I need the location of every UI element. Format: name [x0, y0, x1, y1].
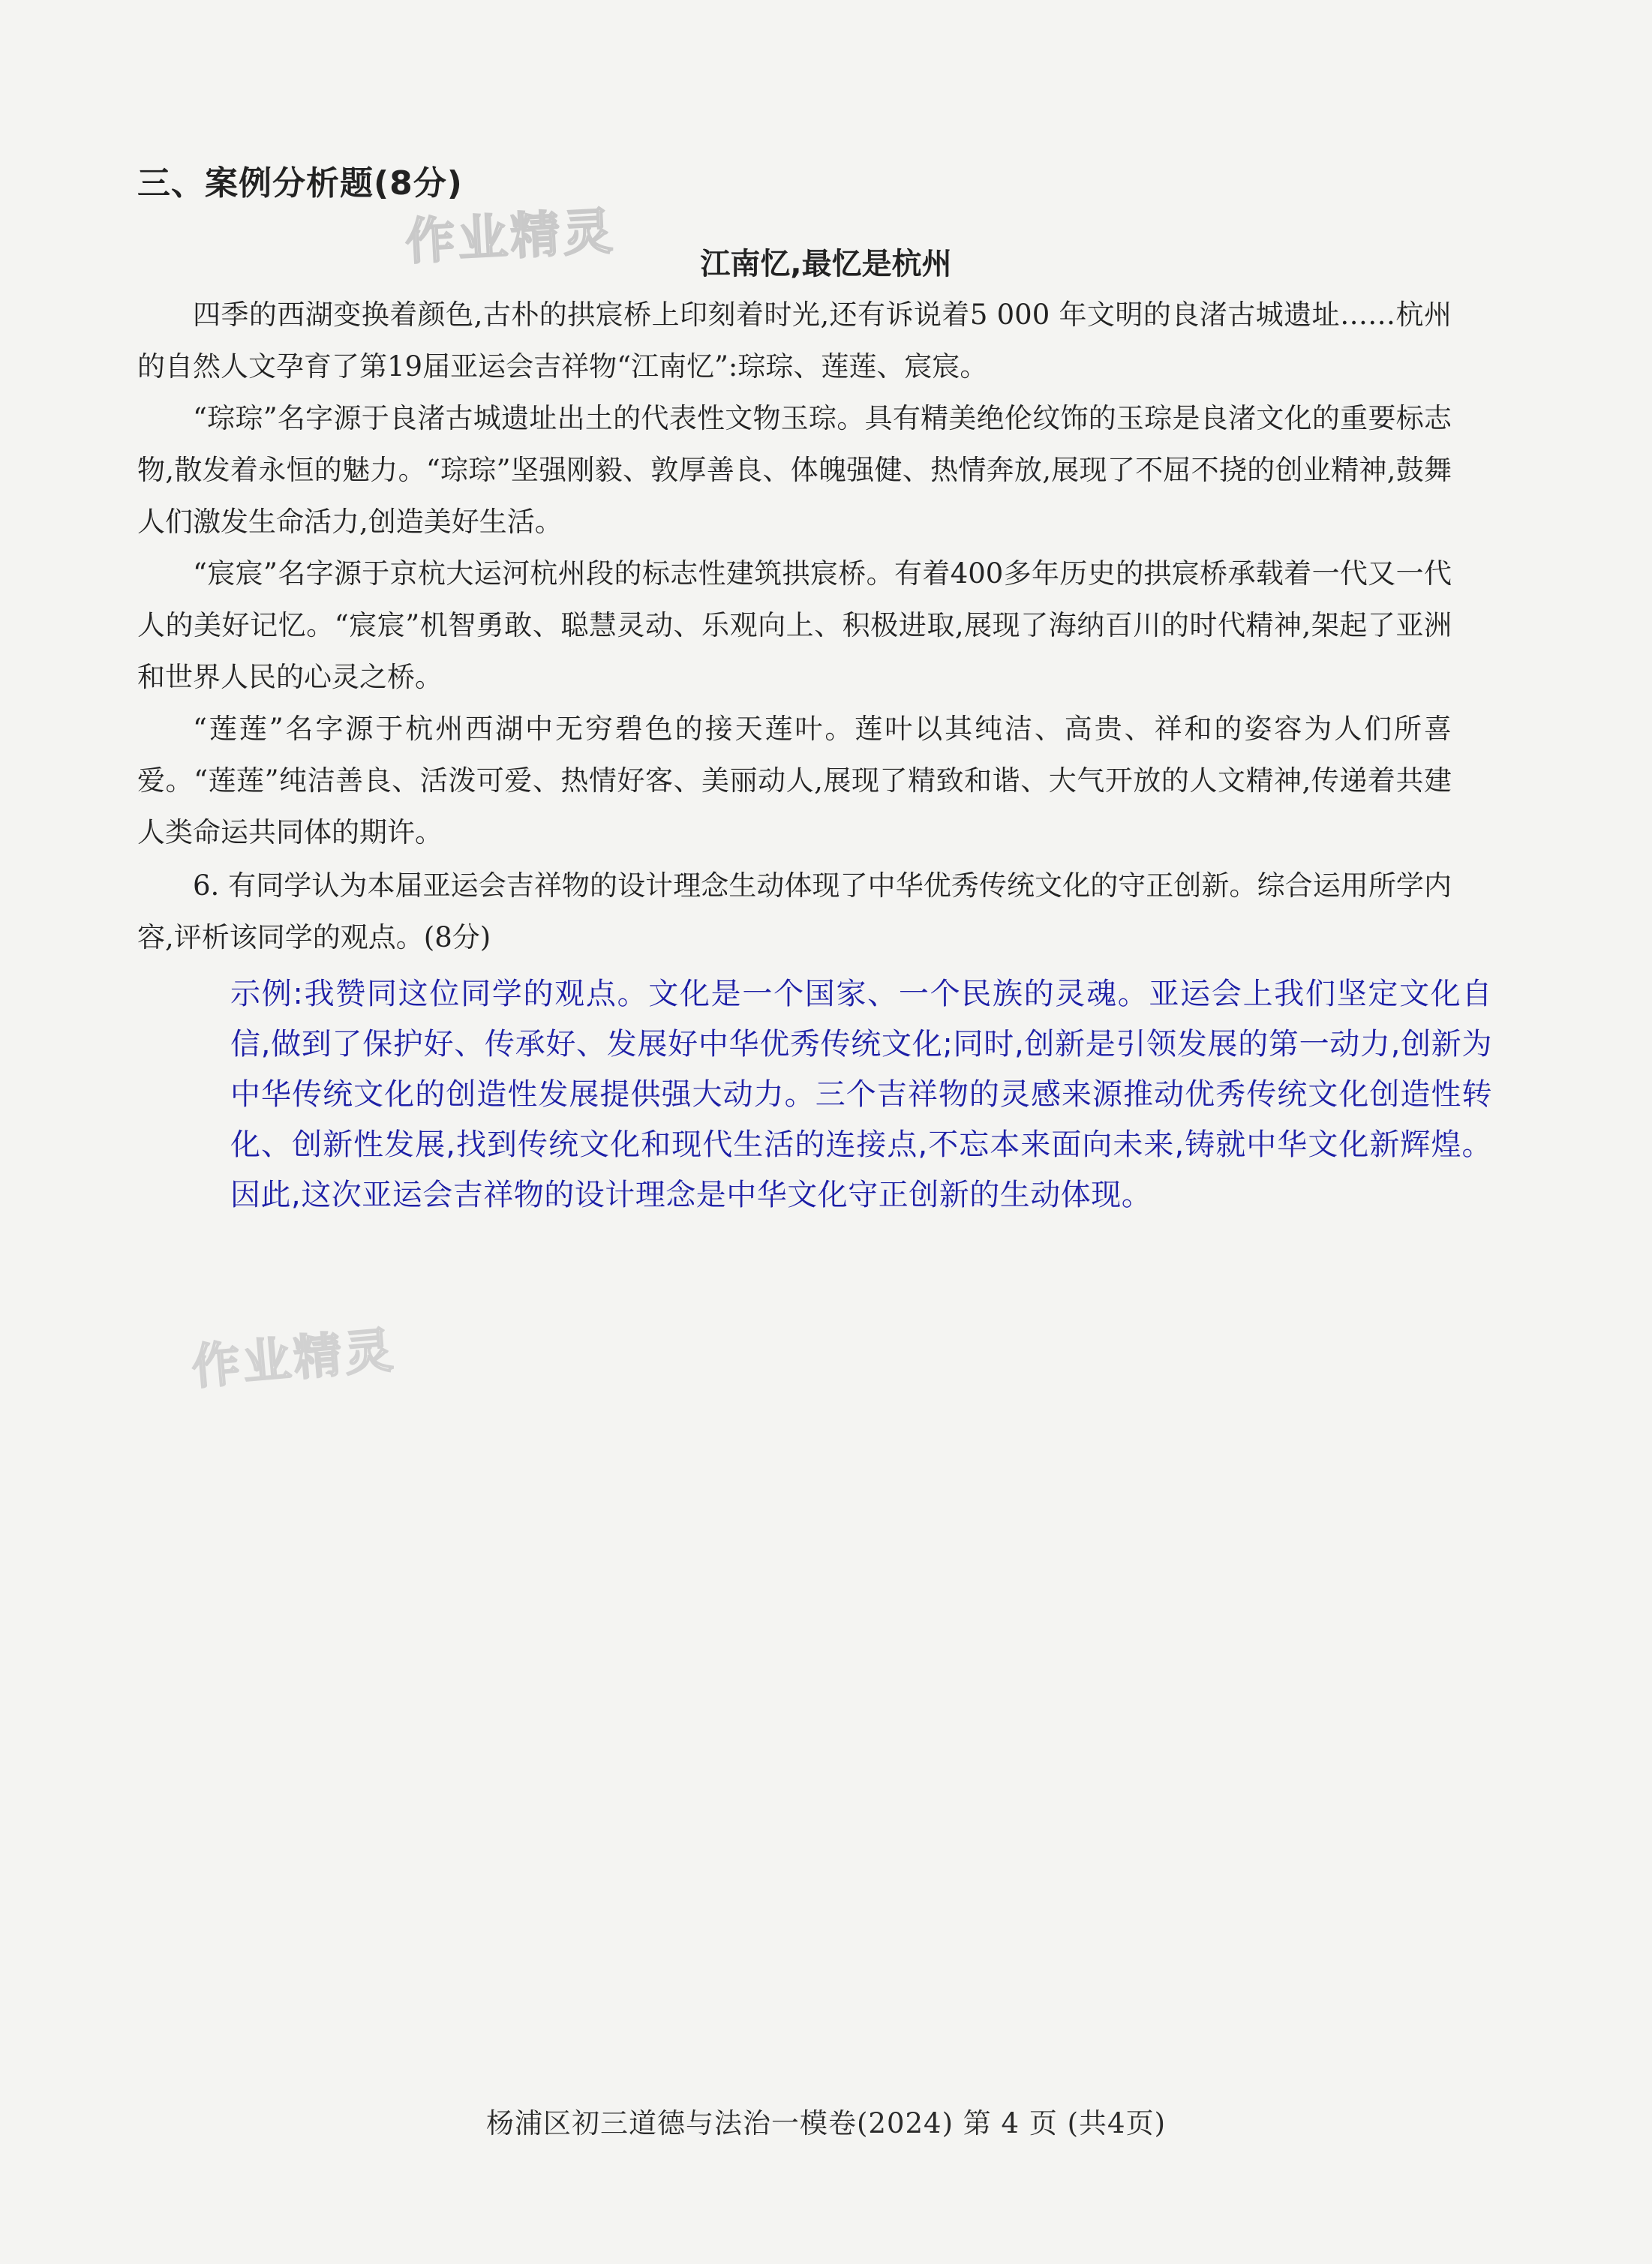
question-text: 6. 有同学认为本届亚运会吉祥物的设计理念生动体现了中华优秀传统文化的守正创新。综合运用所学内容,评析该同学的观点。(8分): [137, 869, 1452, 953]
passage-paragraph: 四季的西湖变换着颜色,古朴的拱宸桥上印刻着时光,还有诉说着5 000 年文明的良渚古城遗址……杭州的自然人文孕育了第19届亚运会吉祥物“江南忆”:琮琮、莲莲、宸宸。: [137, 299, 1452, 383]
case-passage: [137, 289, 1452, 858]
case-title: 江南忆,最忆是杭州: [700, 247, 952, 281]
question-block: [137, 860, 1452, 963]
section-heading: 三、案例分析题(8分): [137, 164, 463, 203]
page-footer: 杨浦区初三道德与法治一模卷(2024) 第 4 页 (共4页): [485, 2107, 1167, 2139]
passage-paragraph: “琮琮”名字源于良渚古城遗址出土的代表性文物玉琮。具有精美绝伦纹饰的玉琮是良渚文化的重要标志物,散发着永恒的魅力。“琮琮”坚强刚毅、敦厚善良、体魄强健、热情奔放,展现了不屈不挠的创业精神,鼓舞人们激发生命活力,创造美好生活。: [137, 402, 1452, 538]
passage-paragraph: “宸宸”名字源于京杭大运河杭州段的标志性建筑拱宸桥。有着400多年历史的拱宸桥承载着一代又一代人的美好记忆。“宸宸”机智勇敢、聪慧灵动、乐观向上、积极进取,展现了海纳百川的时代精神,架起了亚洲和世界人民的心灵之桥。: [137, 557, 1452, 693]
passage-paragraph: “莲莲”名字源于杭州西湖中无穷碧色的接天莲叶。莲叶以其纯洁、高贵、祥和的姿容为人们所喜爱。“莲莲”纯洁善良、活泼可爱、热情好客、美丽动人,展现了精致和谐、大气开放的人文精神,传递着共建人类命运共同体的期许。: [137, 713, 1452, 848]
answer-text: 示例:我赞同这位同学的观点。文化是一个国家、一个民族的灵魂。亚运会上我们坚定文化自信,做到了保护好、传承好、发展好中华优秀传统文化;同时,创新是引领发展的第一动力,创新为中华传统文化的创造性发展提供强大动力。三个吉祥物的灵感来源推动优秀传统文化创造性转化、创新性发展,找到传统文化和现代生活的连接点,不忘本来面向未来,铸就中华文化新辉煌。因此,这次亚运会吉祥物的设计理念是中华文化守正创新的生动体现。: [230, 977, 1492, 1212]
answer-block: [230, 969, 1492, 1221]
watermark-logo: 作业精灵: [189, 1323, 398, 1396]
watermark-logo: 作业精灵: [404, 202, 617, 272]
